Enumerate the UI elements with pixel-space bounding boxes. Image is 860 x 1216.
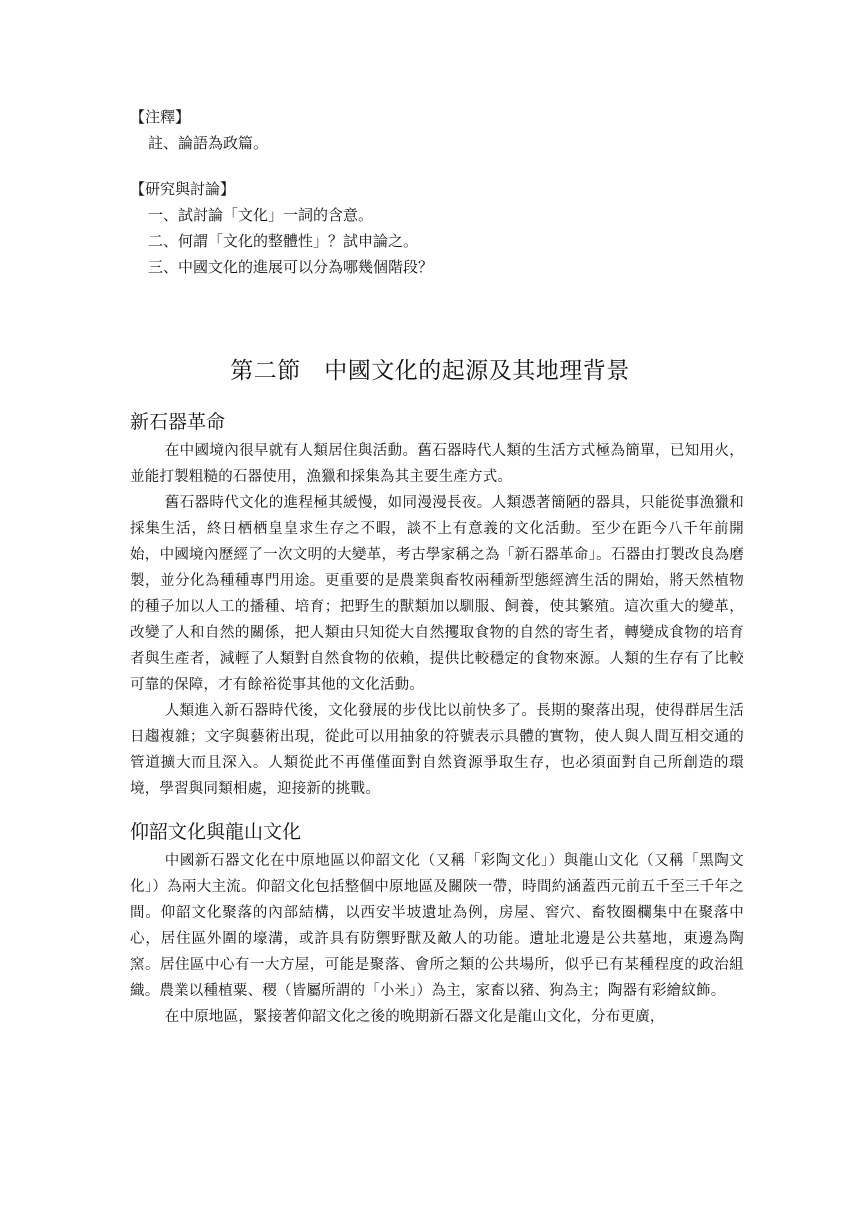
- paragraph: 在中國境內很早就有人類居住與活動。舊石器時代人類的生活方式極為簡單，已知用火，並能打製粗糙的石器使用，漁獵和採集為其主要生產方式。: [130, 443, 744, 485]
- discussion-item: 一、試討論「文化」一詞的含意。: [148, 206, 374, 224]
- discussion-heading: 【研究與討論】: [130, 180, 236, 198]
- paragraph: 舊石器時代文化的進程極其緩慢，如同漫漫長夜。人類憑著簡陋的器具，只能從事漁獵和採集生活，終日栖栖皇皇求生存之不暇，談不上有意義的文化活動。至少在距今八千年前開始，中國境內歷經了一次文明的大變革，考古學家稱之為「新石器革命」。石器由打製改良為磨製，並分化為種種專門用途。更重要的是農業與畜牧兩種新型態經濟生活的開始，將天然植物的種子加以人工的播種、培育；把野生的獸類加以馴服、飼養，使其繁殖。這次重大的變革，改變了人和自然的關係，把人類由只知從大自然攫取食物的自然的寄生者，轉變成食物的培育者與生產者，減輕了人類對自然食物的依賴，提供比較穩定的食物來源。人類的生存有了比較可靠的保障，才有餘裕從事其他的文化活動。: [130, 495, 744, 693]
- spacer: [130, 156, 750, 176]
- paragraph: 人類進入新石器時代後，文化發展的步伐比以前快多了。長期的聚落出現，使得群居生活日趨複雜；文字與藝術出現，從此可以用抽象的符號表示具體的實物，使人與人間互相交通的管道擴大而且深入。人類從此不再僅僅面對自然資源爭取生存，也必須面對自己所創造的環境，學習與同類相處，迎接新的挑戰。: [130, 703, 744, 797]
- annotation-item: 註、論語為政篇。: [148, 134, 269, 152]
- discussion-item: 三、中國文化的進展可以分為哪幾個階段？: [148, 258, 434, 276]
- subsection-title: 仰韶文化與龍山文化: [130, 821, 302, 843]
- annotation-heading: 【注釋】: [130, 108, 191, 126]
- section-title: 第二節 中國文化的起源及其地理背景: [230, 358, 630, 384]
- paragraph: 在中原地區，緊接著仰韶文化之後的晚期新石器文化是龍山文化，分布更廣，: [164, 1009, 665, 1025]
- discussion-item: 二、何謂「文化的整體性」？試申論之。: [148, 232, 419, 250]
- subsection-title: 新石器革命: [130, 411, 226, 433]
- paragraph: 中國新石器文化在中原地區以仰韶文化（又稱「彩陶文化」）與龍山文化（又稱「黑陶文化」）為兩大主流。仰韶文化包括整個中原地區及關陝一帶，時間約涵蓋西元前五千至三千年之間。仰韶文化聚落的內部結構，以西安半坡遺址為例，房屋、窖穴、畜牧圈欄集中在聚落中心，居住區外圍的壕溝，或許具有防禦野獸及敵人的功能。遺址北邊是公共墓地，東邊為陶窯。居住區中心有一大方屋，可能是聚落、會所之類的公共場所，似乎已有某種程度的政治組織。農業以種植粟、稷（皆屬所謂的「小米」）為主，家畜以豬、狗為主；陶器有彩繪紋飾。: [130, 853, 744, 999]
- notes-block: [130, 104, 750, 280]
- section-body: [130, 408, 744, 1030]
